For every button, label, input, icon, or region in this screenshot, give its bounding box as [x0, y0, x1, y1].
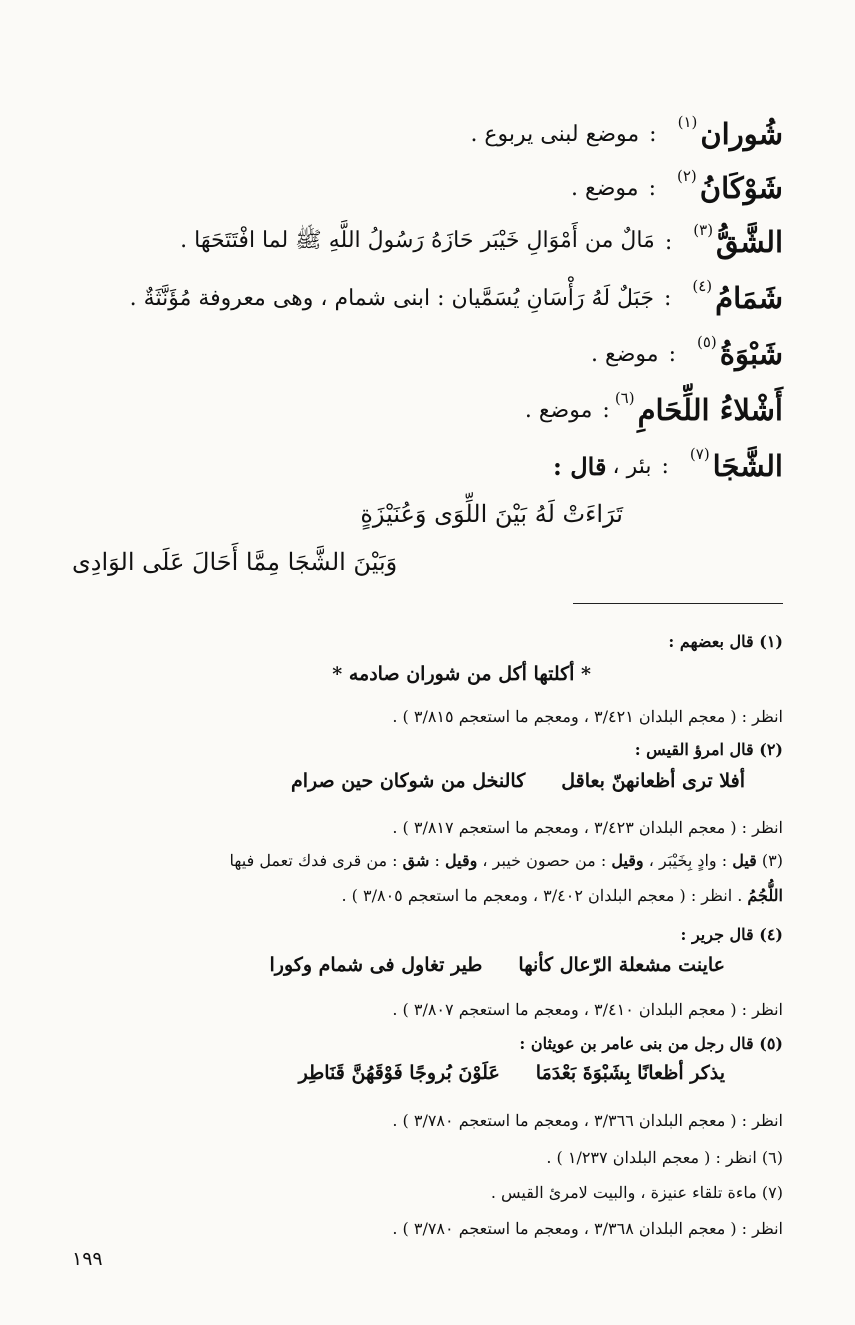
footnote-marker: (٧) [689, 445, 710, 463]
footnote-1-poem: * أكلتها أكل من شوران صادمه * [332, 663, 591, 685]
footnote-5-intro: (٥) قال رجل من بنى عامر بن عويثان : [519, 1034, 783, 1053]
entry-definition: بئر ، [612, 453, 652, 479]
entry-quote-intro: قال : [553, 451, 607, 481]
entry-definition: موضع . [524, 397, 593, 423]
poem-first-hemistich: أفلا ترى أظعانهنّ بعاقل [561, 770, 745, 792]
poem-first-hemistich: عاينت مشعلة الرّعال كأنها [518, 954, 725, 976]
separator: : [664, 229, 673, 255]
separator: : [649, 121, 657, 147]
footnote-2-intro: (٢) قال امرؤ القيس : [634, 740, 783, 759]
entry-headword: الشَّجَا [712, 449, 783, 483]
entry-headword: شَمَامُ [715, 281, 783, 315]
entry-headword: شُوران [700, 117, 783, 151]
entry-headword: الشَّقُّ [716, 225, 783, 259]
footnote-divider [573, 603, 783, 604]
entry-definition: مَالٌ من أَمْوَالِ خَيْبَر حَازَهُ رَسُولُ اللَّهِ ﷺ لما افْتَتَحَهَا . [180, 228, 655, 253]
separator: : [663, 285, 672, 311]
page-number: ١٩٩ [72, 1248, 103, 1270]
verse-line-1: تَرَاءَتْ لَهُ بَيْنَ اللِّوَى وَعُنَيْزَةٍ [360, 500, 623, 528]
entry-ashla-al-lihham [40, 382, 783, 438]
footnote-marker: (٣) [693, 221, 714, 239]
entry-shawkan [40, 160, 783, 216]
separator: : [602, 397, 610, 423]
entry-headword: أَشْلاءُ اللِّحَامِ [637, 393, 783, 427]
footnote-5-poem [299, 1062, 725, 1084]
poem-second-hemistich: عَلَوْنَ بُروجًا فَوْقَهُنَّ قَنَاطِر [298, 1062, 500, 1084]
entry-shabwa [40, 326, 783, 382]
footnote-marker: (٤) [692, 277, 713, 295]
entry-definition: موضع . [591, 341, 659, 367]
footnote-7-reference: انظر : ( معجم البلدان ٣/٣٦٨ ، ومعجم ما استعجم ٣/٧٨٠ ) . [392, 1219, 783, 1238]
poem-second-hemistich: كالنخل من شوكان حين صرام [291, 770, 526, 792]
entry-shamam [40, 270, 783, 326]
poem-second-hemistich: طير تغاول فى شمام وكورا [269, 954, 483, 976]
footnote-4-reference: انظر : ( معجم البلدان ٣/٤١٠ ، ومعجم ما استعجم ٣/٨٠٧ ) . [392, 1000, 783, 1019]
separator: : [648, 175, 656, 201]
footnote-2-reference: انظر : ( معجم البلدان ٣/٤٢٣ ، ومعجم ما استعجم ٣/٨١٧ ) . [392, 818, 783, 837]
footnote-6: (٦) انظر : ( معجم البلدان ١/٢٣٧ ) . [546, 1148, 783, 1167]
entry-al-shaqq [40, 214, 783, 270]
entry-definition: جَبَلٌ لَهُ رَأْسَانِ يُسَمَّيان : ابنى شمام ، وهى معروفة مُؤَنَّثَةٌ . [129, 285, 654, 311]
entry-headword: شَوْكَانُ [699, 171, 783, 205]
footnote-4-poem [270, 954, 725, 976]
entry-definition: موضع لبنى يربوع . [470, 121, 640, 147]
footnote-2-poem [291, 770, 745, 792]
footnote-3-line-1: (٣) قيل : وادٍ بِخَيْبَر ، وقيل : من حصون خيبر ، وقيل : شق : من قرى فدك تعمل فيها [229, 851, 783, 870]
footnote-3-line-2: اللُّجُمُ . انظر : ( معجم البلدان ٣/٤٠٢ ، ومعجم ما استعجم ٣/٨٠٥ ) . [341, 886, 783, 905]
footnote-5-reference: انظر : ( معجم البلدان ٣/٣٦٦ ، ومعجم ما استعجم ٣/٧٨٠ ) . [392, 1111, 783, 1130]
footnote-marker: (٢) [676, 167, 697, 185]
entry-definition: موضع . [571, 175, 639, 201]
footnote-marker: (٥) [696, 333, 717, 351]
poem-first-hemistich: يذكر أظعانًا بِشَبْوَةَ بَعْدَمَا [535, 1062, 725, 1084]
entry-shuran [40, 106, 783, 162]
footnote-7: (٧) ماءة تلقاء عنيزة ، والبيت لامرئ القيس . [490, 1183, 783, 1202]
entry-headword: شَبْوَةُ [719, 337, 783, 371]
verse-line-2: وَبَيْنَ الشَّجَا مِمَّا أَحَالَ عَلَى الوَادِى [72, 548, 398, 576]
separator: : [661, 453, 669, 479]
footnote-marker: (٦) [614, 389, 635, 407]
entry-al-shaja [40, 438, 783, 494]
footnote-1-intro: (١) قال بعضهم : [668, 632, 783, 651]
footnote-4-intro: (٤) قال جرير : [680, 925, 783, 944]
separator: : [668, 341, 676, 367]
footnote-1-reference: انظر : ( معجم البلدان ٣/٤٢١ ، ومعجم ما استعجم ٣/٨١٥ ) . [392, 707, 783, 726]
footnote-marker: (١) [677, 113, 698, 131]
